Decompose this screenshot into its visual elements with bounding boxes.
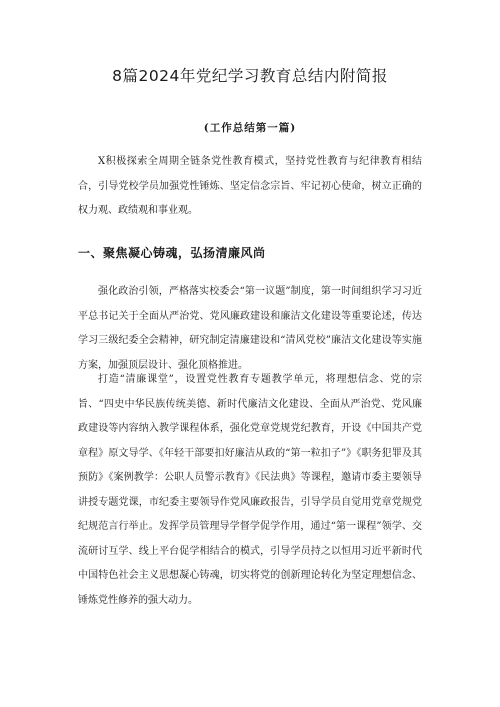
document-subtitle: (工作总结第一篇) [203,122,297,134]
document-title: 8篇2024年党纪学习教育总结内附简报 [112,67,388,85]
section-heading: 一、聚焦凝心铸魂，弘扬清廉风尚 [78,246,266,260]
intro-paragraph: X积极探索全周期全链条党性教育模式，坚持党性教育与纪律教育相结合，引导党校学员加强党性锤炼、坚定信念宗旨、牢记初心使命，树立正确的权力观、政绩观和事业观。 [78,156,422,216]
section-paragraph-2: 打造“清廉课堂”，设置党性教育专题教学单元，将理想信念、党的宗旨、“四史中华民族传统美德、新时代廉洁文化建设、全面从严治党、党风廉政建设等内容纳入教学课程体系，强化党章党规党纪教育，开设《中国共产党章程》原文导学、《年轻干部要扣好廉洁从政的“第一粒扣子”》《职务犯罪及其预防》《案例教学：公职人员警示教育》《民法典》等课程，邀请市委主要领导讲授专题党课，市纪委主要领导作党风廉政报告，引导学员自觉用党章党规党纪规范言行举止。发挥学员管理导学督学促学作用，通过“第一课程”领学、交流研讨互学、线上平台促学相结合的模式，引导学员持之以恒用习近平新时代中国特色社会主义思想凝心铸魂，切实将党的创新理论转化为坚定理想信念、锤炼党性修养的强大动力。 [78,374,422,606]
section-paragraph-1: 强化政治引领，严格落实校委会“第一议题”制度，第一时间组织学习习近平总书记关于全面从严治党、党风廉政建设和廉洁文化建设等重要论述，传达学习三级纪委全会精神，研究制定清廉建设和“清风党校”廉洁文化建设等实施方案，加强顶层设计、强化顶格推进。 [78,286,422,371]
